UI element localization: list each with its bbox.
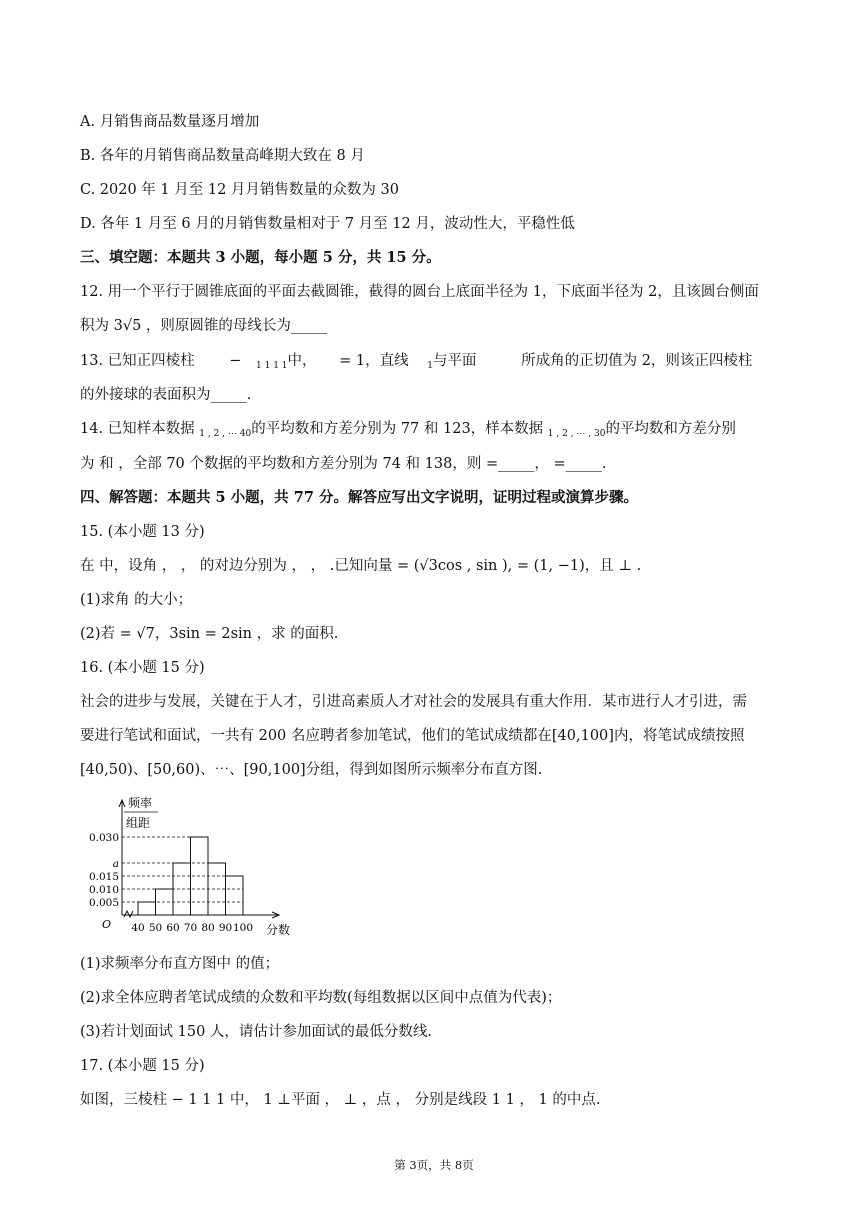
page-footer: 第 3页，共 8页	[394, 1158, 474, 1172]
histogram-bar	[138, 902, 156, 915]
y-tick-label: 0.030	[88, 832, 119, 844]
q16-line2: 要进行笔试和面试，一共有 200 名应聘者参加笔试，他们的笔试成绩都在[40,100]内，将笔试成绩按照	[80, 728, 745, 744]
q15-line1: 在 中，设角 ， ， 的对边分别为 ， ， .已知向量 = (√3cos , sin ), = (1, −1)，且 ⊥ .	[80, 558, 642, 574]
q12-text: 积为 3√5 ，则原圆锥的母线长为	[80, 318, 291, 334]
q15-title: 15. (本小题 13 分)	[80, 524, 205, 540]
x-tick-label: 100	[232, 922, 254, 934]
q13-text-a: 13. 已知正四棱柱	[80, 353, 195, 369]
q13-text-c: = 1，直线	[339, 353, 409, 369]
option-d: D. 各年 1 月至 6 月的月销售数量相对于 7 月至 12 月，波动性大，平稳性低	[80, 216, 575, 232]
q12-line1: 12. 用一个平行于圆锥底面的平面去截圆锥，截得的圆台上底面半径为 1，下底面半径为 2，且该圆台侧面	[80, 284, 759, 300]
x-tick-label: 40	[131, 922, 145, 934]
y-tick-label: 0.015	[88, 871, 119, 883]
y-tick-label: 0.010	[88, 884, 119, 896]
frequency-histogram	[78, 793, 310, 939]
q13-text-e: 所成角的正切值为 2，则该正四棱柱	[521, 353, 753, 369]
q16-line1: 社会的进步与发展，关键在于人才，引进高素质人才对社会的发展具有重大作用．某市进行人才引进，需	[80, 694, 747, 710]
q16-part2: (2)求全体应聘者笔试成绩的众数和平均数(每组数据以区间中点值为代表)；	[80, 990, 562, 1006]
x-tick-label: 50	[148, 922, 163, 934]
x-tick-label: 80	[201, 922, 215, 934]
q17-title: 17. (本小题 15 分)	[80, 1058, 205, 1074]
q14-line1	[80, 420, 736, 443]
q12-blank: _____	[290, 318, 328, 334]
x-tick-label: 60	[166, 922, 180, 934]
q16-part1: (1)求频率分布直方图中 的值；	[80, 956, 280, 972]
q14-subs2: 1 , 2 , ⋯ , 30	[547, 429, 606, 439]
option-b: B. 各年的月销售商品数量高峰期大致在 8 月	[80, 148, 365, 164]
q12-line2	[80, 317, 327, 335]
q17-line1: 如图，三棱柱 − 1 1 1 中， 1 ⊥平面 ， ⊥ ，点 ， 分别是线段 1 1 ， 1 的中点.	[80, 1092, 601, 1108]
y-tick-label: a	[112, 858, 119, 870]
option-a: A. 月销售商品数量逐月增加	[80, 114, 260, 130]
q15-part2: (2)若 = √7，3sin = 2sin ，求 的面积.	[80, 626, 339, 642]
option-c: C. 2020 年 1 月至 12 月月销售数量的众数为 30	[80, 182, 399, 198]
q13-line2: 的外接球的表面积为_____.	[80, 387, 252, 403]
q14-text-c: 的平均数和方差分别	[605, 421, 736, 437]
y-tick-label: 0.005	[88, 897, 119, 909]
q13-sub: 1	[427, 361, 433, 371]
q13-text-d: 与平面	[432, 353, 477, 369]
section4-heading: 四、解答题：本题共 5 小题，共 77 分。解答应写出文字说明，证明过程或演算步骤。	[80, 489, 638, 506]
q13-text-b: 中，	[287, 353, 317, 369]
x-tick-label: 90	[218, 922, 233, 934]
q16-title: 16. (本小题 15 分)	[80, 660, 205, 676]
q16-part3: (3)若计划面试 150 人，请估计参加面试的最低分数线.	[80, 1024, 433, 1040]
q14-text-b: 的平均数和方差分别为 77 和 123，样本数据	[251, 421, 544, 437]
q13-subs: 1 1 1 1	[256, 361, 288, 371]
q13-line1	[80, 352, 752, 375]
axis-break-mark	[124, 911, 133, 917]
histogram-bar	[226, 876, 244, 915]
section3-heading: 三、填空题：本题共 3 小题，每小题 5 分，共 15 分。	[80, 249, 441, 266]
q16-line3: [40,50)、[50,60)、⋯、[90,100]分组，得到如图所示频率分布直方图.	[80, 762, 543, 778]
q13-minus: −	[229, 353, 242, 369]
x-tick-label: 70	[183, 922, 198, 934]
origin-label: O	[102, 918, 112, 931]
q14-subs1: 1 , 2 , ⋯ 40	[199, 429, 252, 439]
ylabel-bottom: 组距	[126, 816, 151, 830]
q14-text-a: 14. 已知样本数据	[80, 421, 195, 437]
q14-line2: 为 和 ，全部 70 个数据的平均数和方差分别为 74 和 138，则 =_____， =_____.	[80, 456, 607, 472]
q15-part1: (1)求角 的大小；	[80, 592, 193, 608]
xlabel: 分数	[266, 923, 291, 937]
ylabel-top: 频率	[128, 796, 153, 810]
